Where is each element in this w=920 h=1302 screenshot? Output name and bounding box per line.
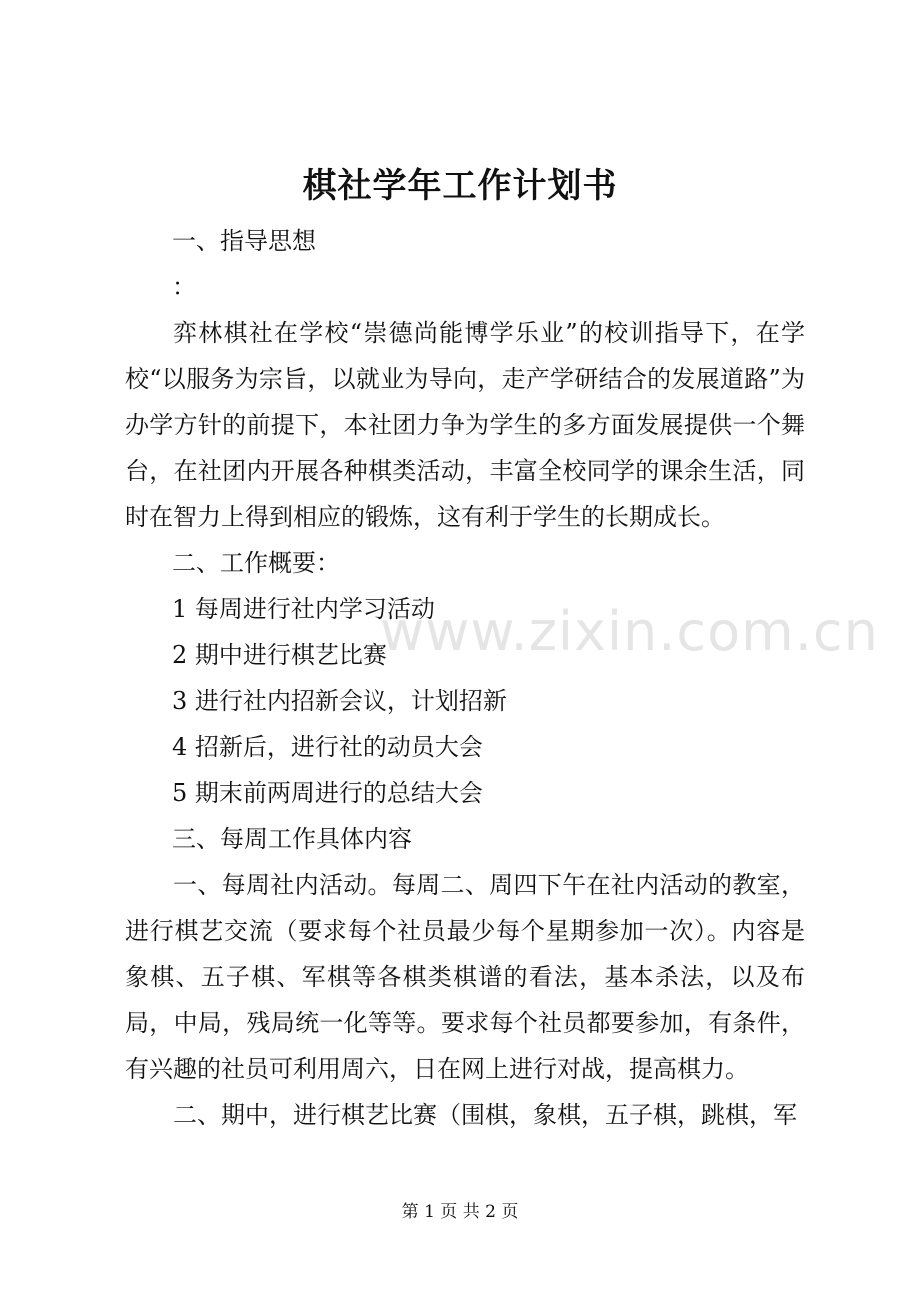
watermark: www.zixin.com.cn [380, 600, 879, 663]
paragraph-text: 二、期中，进行棋艺比赛（围棋，象棋，五子棋，跳棋，军 [173, 1101, 797, 1129]
list-item: 3 进行社内招新会议，计划招新 [172, 687, 507, 715]
paragraph-text: 一、每周社内活动。每周二、周四下午在社内活动的教室，进行棋艺交流（要求每个社员最少每个星期参加一次）。内容是象棋、五子棋、军棋等各棋类棋谱的看法，基本杀法，以及布局，中局，残局统一化等等。要求每个社员都要参加，有条件，有兴趣的社员可利用周六，日在网上进行对战，提高棋力。 [125, 871, 805, 1083]
paragraph-text: 弈林棋社在学校“崇德尚能博学乐业”的校训指导下，在学校“以服务为宗旨，以就业为导向，走产学研结合的发展道路”为办学方针的前提下，本社团力争为学生的多方面发展提供一个舞台，在社团内开展各种棋类活动，丰富全校同学的课余生活，同时在智力上得到相应的锻炼，这有利于学生的长期成长。 [125, 319, 805, 531]
list-item: 4 招新后，进行社的动员大会 [172, 733, 483, 761]
colon-line: ： [172, 273, 196, 301]
paragraph-guiding-ideology [125, 310, 805, 540]
list-item: 5 期末前两周进行的总结大会 [172, 779, 483, 807]
paragraph-weekly-activity [125, 862, 805, 1092]
heading-guiding-ideology: 一、指导思想 [172, 227, 316, 255]
list-item: 2 期中进行棋艺比赛 [172, 641, 387, 669]
paragraph-midterm [125, 1092, 805, 1138]
page-footer: 第 1 页 共 2 页 [401, 1202, 519, 1222]
list-item: 1 每周进行社内学习活动 [172, 595, 435, 623]
heading-weekly-content: 三、每周工作具体内容 [172, 825, 412, 853]
document-title: 棋社学年工作计划书 [302, 166, 618, 206]
heading-work-overview: 二、工作概要： [172, 549, 340, 577]
